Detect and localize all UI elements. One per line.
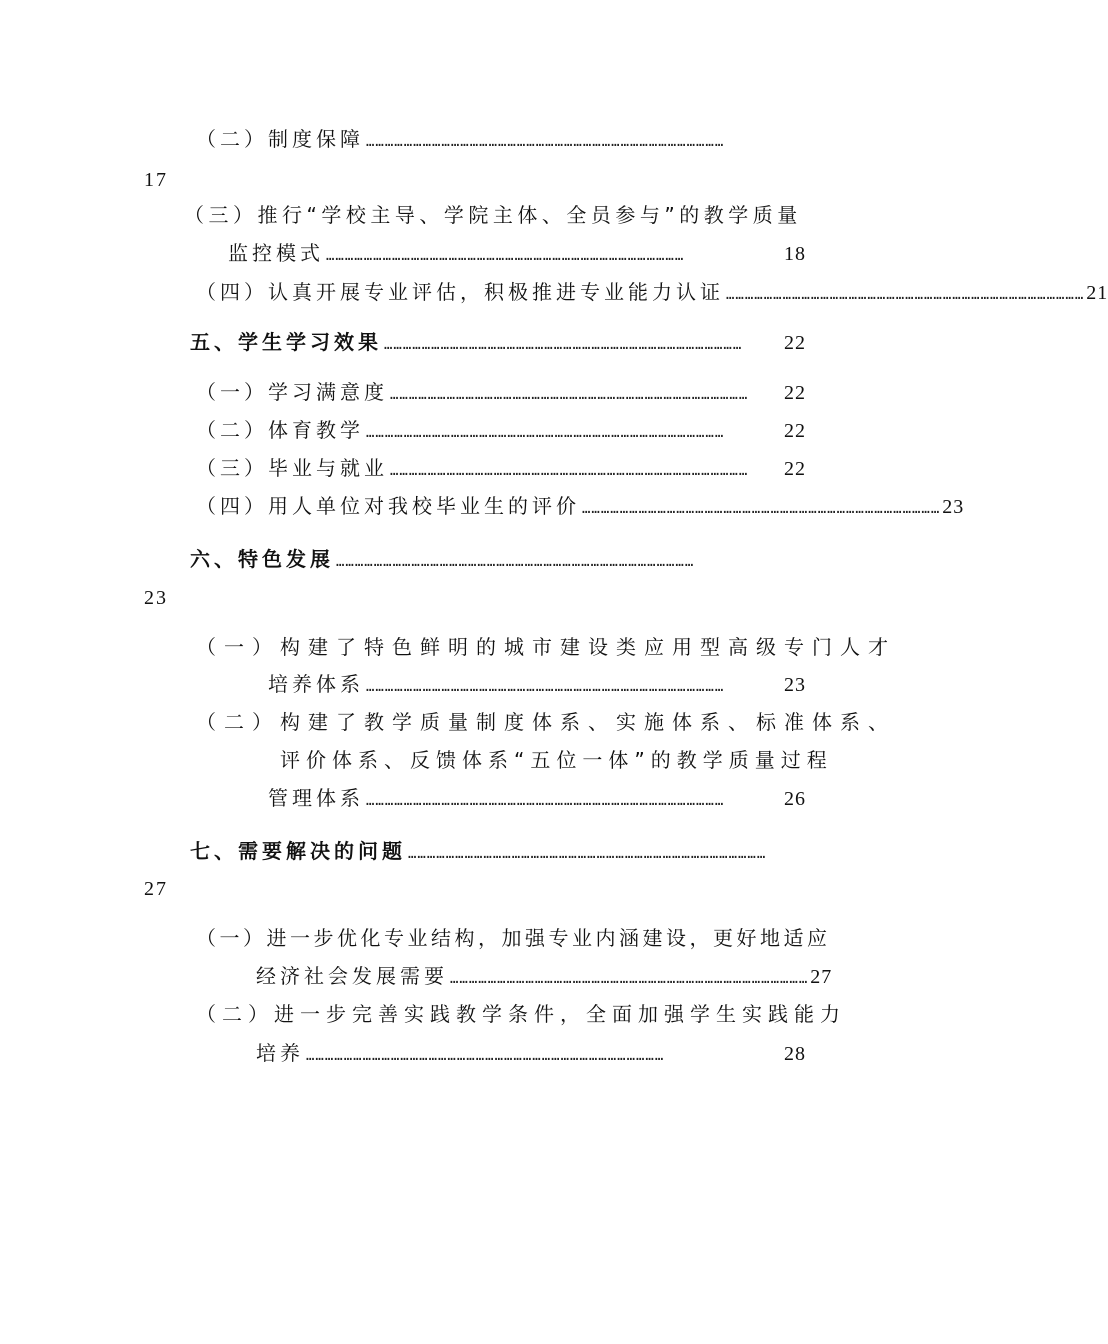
toc-entry-title[interactable]: （二）构建了教学质量制度体系、实施体系、标准体系、 (196, 710, 896, 734)
toc-entry[interactable] (268, 667, 806, 701)
toc-page-number: 26 (784, 788, 806, 810)
toc-page-number: 18 (784, 243, 806, 265)
dot-leader: …………………………………………………………………………………………………… (390, 463, 749, 479)
toc-page-number: 17 (144, 169, 168, 191)
toc-entry-title: （四）用人单位对我校毕业生的评价 (196, 494, 580, 518)
toc-section[interactable] (190, 542, 806, 576)
dot-leader: …………………………………………………………………………………………………… (390, 387, 749, 403)
toc-entry-title: 管理体系 (268, 786, 364, 810)
dot-leader: …………………………………………………………………………………………………… (366, 793, 725, 809)
dot-leader: …………………………………………………………………………………………………… (366, 134, 725, 150)
toc-entry-title[interactable]: （三）推行“学校主导、学院主体、全员参与”的教学质量 (184, 203, 802, 227)
toc-entry[interactable] (196, 122, 806, 156)
dot-leader: …………………………………………………………………………………………………… (384, 337, 743, 353)
toc-entry-title: 培养 (256, 1041, 304, 1065)
toc-entry[interactable] (196, 413, 806, 447)
dot-leader: …………………………………………………………………………………………………… (326, 248, 685, 264)
toc-entry-title: 监控模式 (228, 241, 324, 265)
toc-entry[interactable] (268, 781, 806, 815)
toc-entry-title: 经济社会发展需要 (256, 964, 448, 988)
toc-entry-title[interactable]: （二）进一步完善实践教学条件，全面加强学生实践能力 (196, 1002, 846, 1026)
toc-entry-title: （三）毕业与就业 (196, 456, 388, 480)
toc-entry-title: （二）制度保障 (196, 127, 364, 151)
toc-entry-title: 培养体系 (268, 672, 364, 696)
toc-entry-title: （一）学习满意度 (196, 380, 388, 404)
toc-section-title: 五、学生学习效果 (190, 330, 382, 354)
toc-page-number: 27 (144, 878, 168, 900)
toc-page-number: 22 (784, 420, 806, 442)
toc-page-number: 23 (784, 674, 806, 696)
dot-leader: …………………………………………………………………………………………………… (450, 971, 809, 987)
toc-page-number: 21 (1086, 282, 1108, 304)
dot-leader: …………………………………………………………………………………………………… (726, 287, 1085, 303)
toc-entry[interactable] (228, 236, 806, 270)
toc-section-title: 七、需要解决的问题 (190, 839, 406, 863)
toc-section-title: 六、特色发展 (190, 547, 334, 571)
dot-leader: …………………………………………………………………………………………………… (366, 425, 725, 441)
toc-entry[interactable] (196, 275, 1108, 309)
dot-leader: …………………………………………………………………………………………………… (366, 679, 725, 695)
dot-leader: …………………………………………………………………………………………………… (306, 1048, 665, 1064)
toc-page-number: 28 (784, 1043, 806, 1065)
toc-page-number: 27 (810, 966, 833, 988)
toc-section[interactable] (190, 325, 806, 359)
dot-leader: …………………………………………………………………………………………………… (336, 554, 695, 570)
toc-entry-title[interactable]: 评价体系、反馈体系“五位一体”的教学质量过程 (280, 748, 833, 772)
toc-page-number: 22 (784, 332, 806, 354)
dot-leader: …………………………………………………………………………………………………… (582, 501, 941, 517)
toc-entry[interactable] (196, 375, 806, 409)
toc-entry[interactable] (196, 489, 965, 523)
toc-page-number: 22 (784, 382, 806, 404)
toc-section[interactable] (190, 834, 806, 868)
toc-entry-title: （二）体育教学 (196, 418, 364, 442)
toc-entry[interactable] (256, 959, 833, 993)
toc-entry-title: （四）认真开展专业评估，积极推进专业能力认证 (196, 280, 724, 304)
toc-entry[interactable] (256, 1036, 806, 1070)
toc-entry[interactable] (196, 451, 806, 485)
dot-leader: …………………………………………………………………………………………………… (408, 846, 767, 862)
toc-entry-title[interactable]: （一）进一步优化专业结构，加强专业内涵建设，更好地适应 (196, 926, 831, 950)
toc-entry-title[interactable]: （一）构建了特色鲜明的城市建设类应用型高级专门人才 (196, 635, 896, 659)
toc-page-number: 22 (784, 458, 806, 480)
toc-page-number: 23 (942, 496, 965, 518)
toc-page-number: 23 (144, 587, 168, 609)
